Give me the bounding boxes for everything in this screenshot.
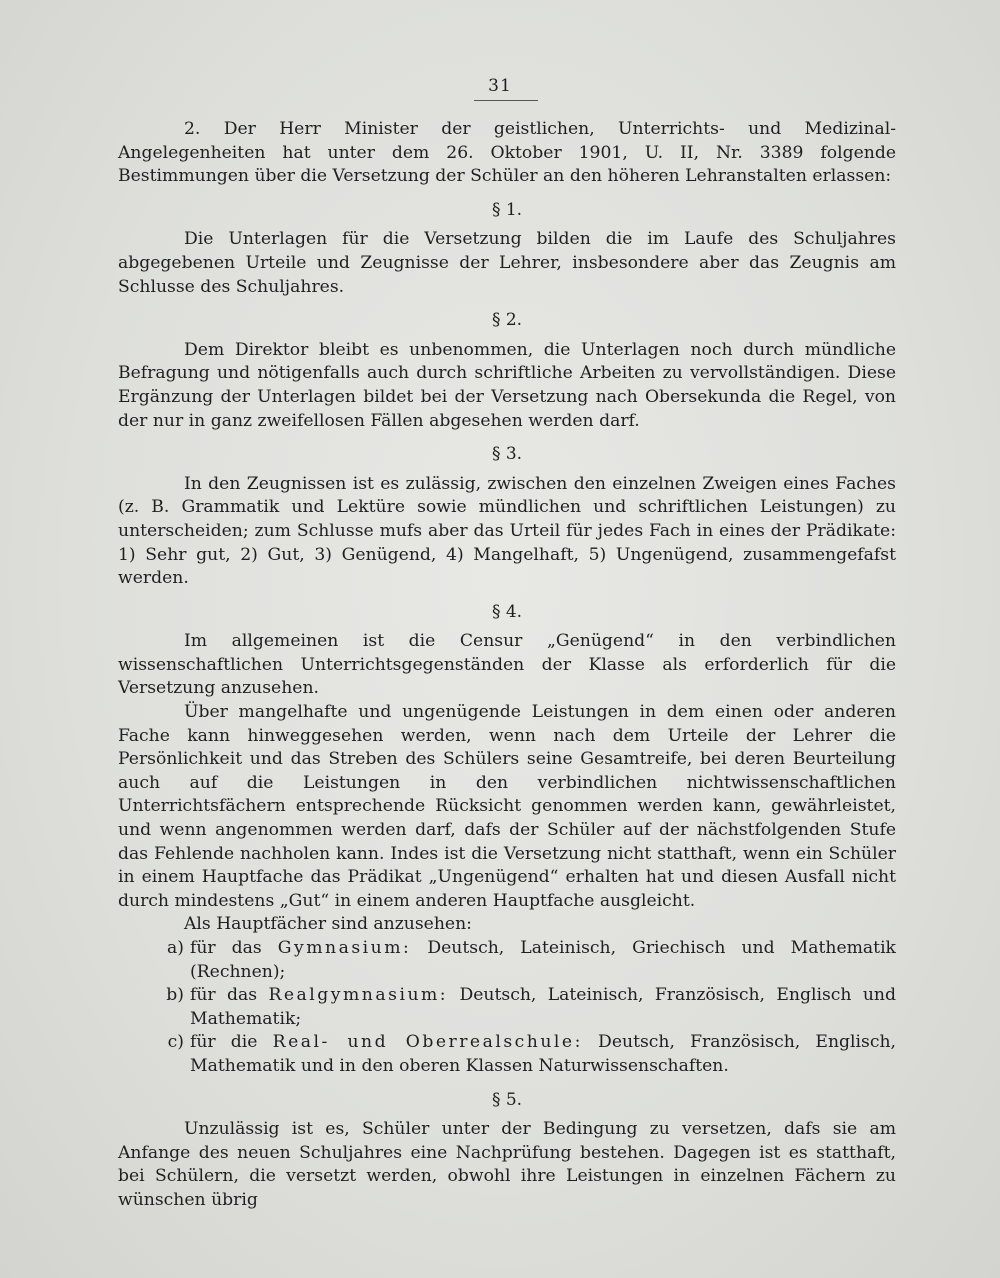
paragraph: Als Hauptfächer sind anzusehen: [184,914,472,935]
list-prefix: für die [190,1032,258,1053]
list-text [190,984,896,1031]
document-body [118,118,896,1213]
section-heading: § 4. [491,601,523,622]
section-heading: § 2. [491,310,523,331]
school-type: Real- und Oberrealschule: [272,1032,583,1053]
paragraph: Dem Direktor bleibt es unbenommen, die Unterlagen noch durch mündliche Befragung und nötigenfalls auch durch schriftliche Arbeiten zu vervollständigen. Diese Ergänzung der Unterlagen bildet bei der Versetzung nach Obersekunda die Regel, von der nur in ganz zweifellosen Fällen abgesehen werden darf. [118,339,896,431]
list-item [118,984,896,1031]
section-heading: § 5. [491,1089,523,1110]
paragraph: Über mangelhafte und ungenügende Leistungen in dem einen oder anderen Fache kann hinweggesehen werden, wenn nach dem Urteile der Lehrer die Persönlichkeit und das Streben des Schülers seine Gesamtreife, bei deren Beurteilung auch auf die Leistungen in den verbindlichen nichtwissenschaftlichen Unterrichtsfächern entsprechende Rücksicht genommen werden kann, gewährleistet, und wenn angenommen werden darf, dafs der Schüler auf der nächstfolgenden Stufe das Fehlende nachholen kann. Indes ist die Versetzung nicht statthaft, wenn ein Schüler in einem Hauptfache das Prädikat „Ungenügend“ erhalten hat und diesen Ausfall nicht durch mindestens „Gut“ in einem anderen Hauptfache ausgleicht. [118,702,896,911]
subjects: Deutsch, Lateinisch, Griechisch und Mathematik (Rechnen); [190,938,896,982]
list-item [118,937,896,984]
list-marker: b) [166,985,184,1006]
intro-paragraph: 2. Der Herr Minister der geistlichen, Unterrichts- und Medizinal-Angelegenheiten hat unter dem 26. Oktober 1901, U. II, Nr. 3389 folgende Bestimmungen über die Versetzung der Schüler an den höheren Lehranstalten erlassen: [118,119,896,187]
paragraph: In den Zeugnissen ist es zulässig, zwischen den einzelnen Zweigen eines Faches (z. B. Grammatik und Lektüre sowie mündlichen und schriftlichen Leistungen) zu unterscheiden; zum Schlusse mufs aber das Urteil für jedes Fach in eines der Prädikate: 1) Sehr gut, 2) Gut, 3) Genügend, 4) Mangelhaft, 5) Ungenügend, zusammengefafst werden. [118,473,896,589]
subjects: Deutsch, Französisch, Englisch, Mathematik und in den oberen Klassen Naturwissenschaften. [190,1032,897,1076]
list-text [190,937,896,984]
page-number: 31 [488,76,512,96]
section-heading: § 3. [491,444,523,465]
list-prefix: für das [190,938,262,958]
paragraph: Im allgemeinen ist die Censur „Genügend“ in den verbindlichen wissenschaftlichen Unterrichtsgegenständen der Klasse als erforderlich für die Versetzung anzusehen. [118,631,896,699]
list-text [190,1031,896,1078]
section-heading: § 1. [491,199,523,220]
list-item [118,1031,896,1078]
list-marker: c) [167,1032,184,1053]
paragraph: Die Unterlagen für die Versetzung bilden die im Laufe des Schuljahres abgegebenen Urteile und Zeugnisse der Lehrer, insbesondere aber das Zeugnis am Schlusse des Schuljahres. [118,229,896,297]
list-prefix: für das [190,985,258,1006]
subjects: Deutsch, Lateinisch, Französisch, Englisch und Mathematik; [190,985,896,1029]
paragraph: Unzulässig ist es, Schüler unter der Bedingung zu versetzen, dafs sie am Anfange des neuen Schuljahres eine Nachprüfung bestehen. Dagegen ist es statthaft, bei Schülern, die versetzt werden, obwohl ihre Leistungen in einzelnen Fächern zu wünschen übrig [118,1119,896,1210]
school-type: Realgymnasium: [268,985,449,1006]
school-type: Gymnasium: [277,938,412,958]
list-marker: a) [167,938,184,958]
header-rule [474,100,538,101]
